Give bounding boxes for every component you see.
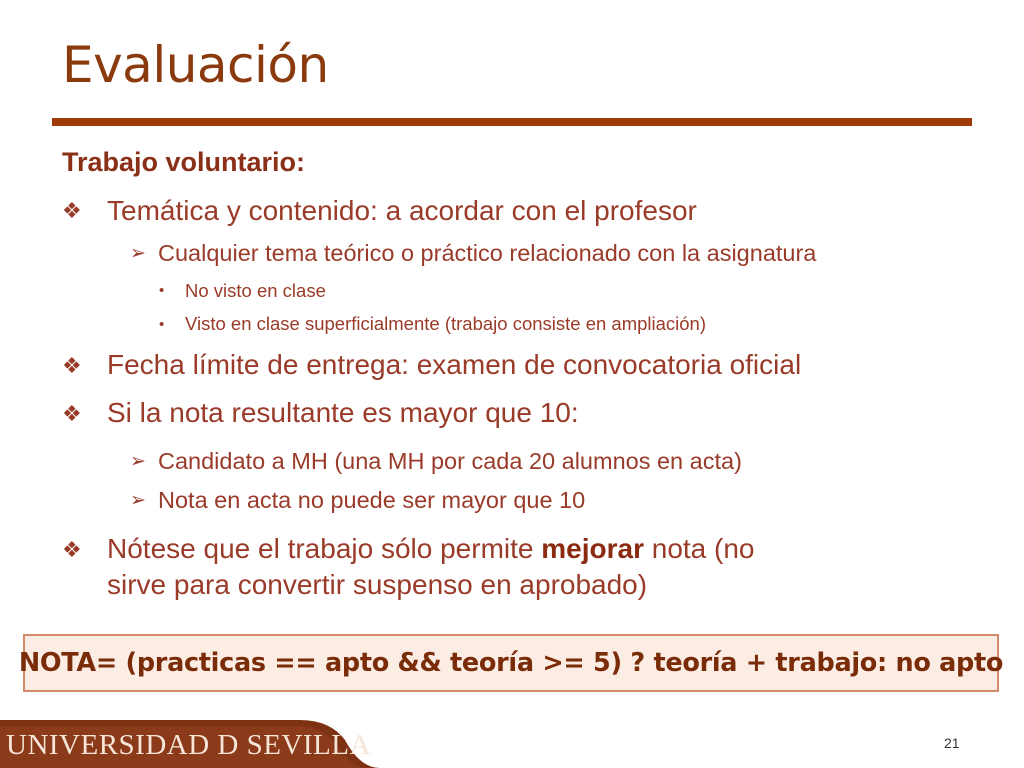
title-underline [52, 118, 972, 126]
slide-title: Evaluación [62, 36, 329, 94]
university-logo: UNIVERSIDAD D SEVILLA [6, 729, 371, 761]
dot-bullet-icon: • [159, 282, 165, 299]
diamond-bullet-icon: ❖ [62, 198, 82, 223]
bullet-fecha-limite: Fecha límite de entrega: examen de convocatoria oficial [107, 349, 802, 380]
dot-bullet-icon: • [159, 316, 165, 333]
subbullet-cualquier-tema: Cualquier tema teórico o práctico relacionado con la asignatura [158, 240, 817, 266]
notese-text-2: nota (no [643, 533, 755, 564]
diamond-bullet-icon: ❖ [62, 353, 82, 378]
subbullet-nota-acta: Nota en acta no puede ser mayor que 10 [158, 487, 586, 513]
subbullet-candidato-mh: Candidato a MH (una MH por cada 20 alumnos en acta) [158, 448, 742, 474]
page-number: 21 [944, 735, 960, 751]
nota-formula-box [18, 634, 1004, 692]
diamond-bullet-icon: ❖ [62, 401, 82, 426]
diamond-bullet-icon: ❖ [62, 537, 82, 562]
subsubbullet-visto-superficialmente: Visto en clase superficialmente (trabajo consiste en ampliación) [185, 313, 707, 334]
bullet-nota-mayor: Si la nota resultante es mayor que 10: [107, 397, 579, 428]
arrowhead-bullet-icon: ➢ [130, 243, 146, 264]
subsubbullet-no-visto: No visto en clase [185, 280, 326, 301]
notese-text-1: Nótese que el trabajo sólo permite [107, 533, 542, 564]
bullet-notese-continuation: sirve para convertir suspenso en aprobado) [107, 569, 648, 600]
arrowhead-bullet-icon: ➢ [130, 490, 146, 511]
nota-formula: NOTA= (practicas == apto && teoría >= 5) ? teoría + trabajo: no apto [18, 648, 1004, 678]
bullet-tematica: Temática y contenido: a acordar con el profesor [107, 195, 697, 226]
bullet-notese [107, 533, 755, 565]
arrowhead-bullet-icon: ➢ [130, 451, 146, 472]
section-heading: Trabajo voluntario: [62, 147, 306, 177]
notese-emphasis: mejorar [541, 533, 644, 564]
